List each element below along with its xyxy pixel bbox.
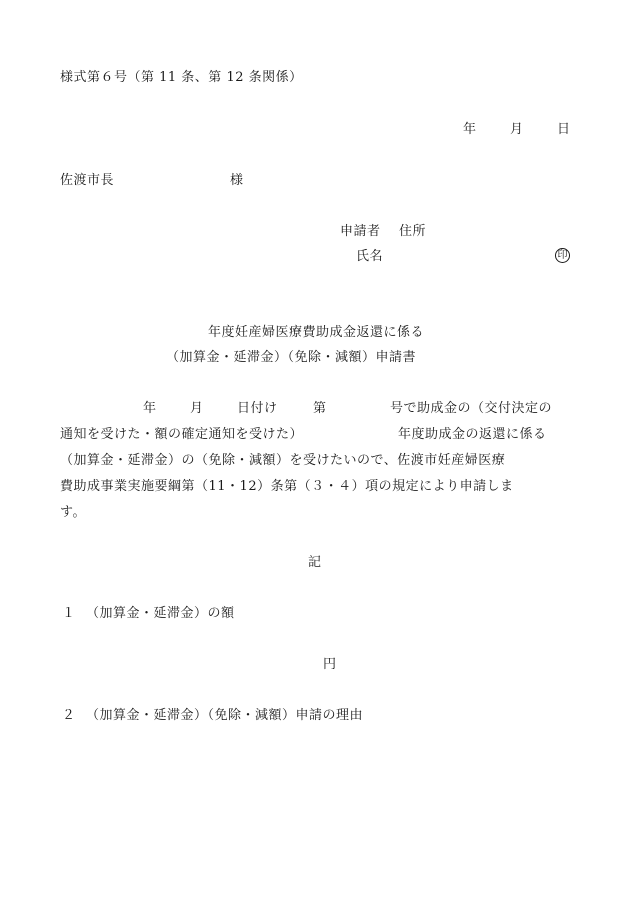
body-line2-end: 年度助成金の返還に係る xyxy=(398,427,547,442)
item1-label: （加算金・延滞金）の額 xyxy=(86,606,235,621)
addressee-honorific: 様 xyxy=(230,173,244,188)
date-day-label: 日 xyxy=(557,122,571,137)
addressee-name: 佐渡市長 xyxy=(60,173,115,188)
item1-unit: 円 xyxy=(323,657,337,672)
body-number-suffix: 号で助成金の（交付決定の xyxy=(390,401,553,416)
item2-label: （加算金・延滞金）（免除・減額）申請の理由 xyxy=(86,708,364,723)
item1-number: １ xyxy=(62,606,76,621)
applicant-name-label: 氏名 xyxy=(356,249,384,264)
item2-number: ２ xyxy=(62,708,76,723)
body-line3: （加算金・延滞金）の（免除・減額）を受けたいので、佐渡市妊産婦医療 xyxy=(60,453,506,468)
body-dated-label: 日付け xyxy=(237,401,278,416)
applicant-label: 申請者 xyxy=(340,224,381,239)
body-month-label: 月 xyxy=(190,401,204,416)
applicant-address-label: 住所 xyxy=(399,224,427,239)
body-line5: す。 xyxy=(60,505,86,520)
date-month-label: 月 xyxy=(510,122,524,137)
body-line2-start: 通知を受けた・額の確定通知を受けた） xyxy=(60,427,304,442)
body-number-prefix: 第 xyxy=(313,401,327,416)
document-title-line1: 年度妊産婦医療費助成金返還に係る xyxy=(208,325,425,340)
ki-heading: 記 xyxy=(308,555,322,570)
body-year-label: 年 xyxy=(143,401,157,416)
document-title-line2: （加算金・延滞金）（免除・減額）申請書 xyxy=(166,350,417,365)
seal-mark: 印 xyxy=(555,248,570,263)
form-number: 様式第６号（第 11 条、第 12 条関係） xyxy=(60,70,303,85)
date-year-label: 年 xyxy=(463,122,477,137)
body-line4: 費助成事業実施要綱第（11・12）条第（３・４）項の規定により申請しま xyxy=(60,479,514,494)
